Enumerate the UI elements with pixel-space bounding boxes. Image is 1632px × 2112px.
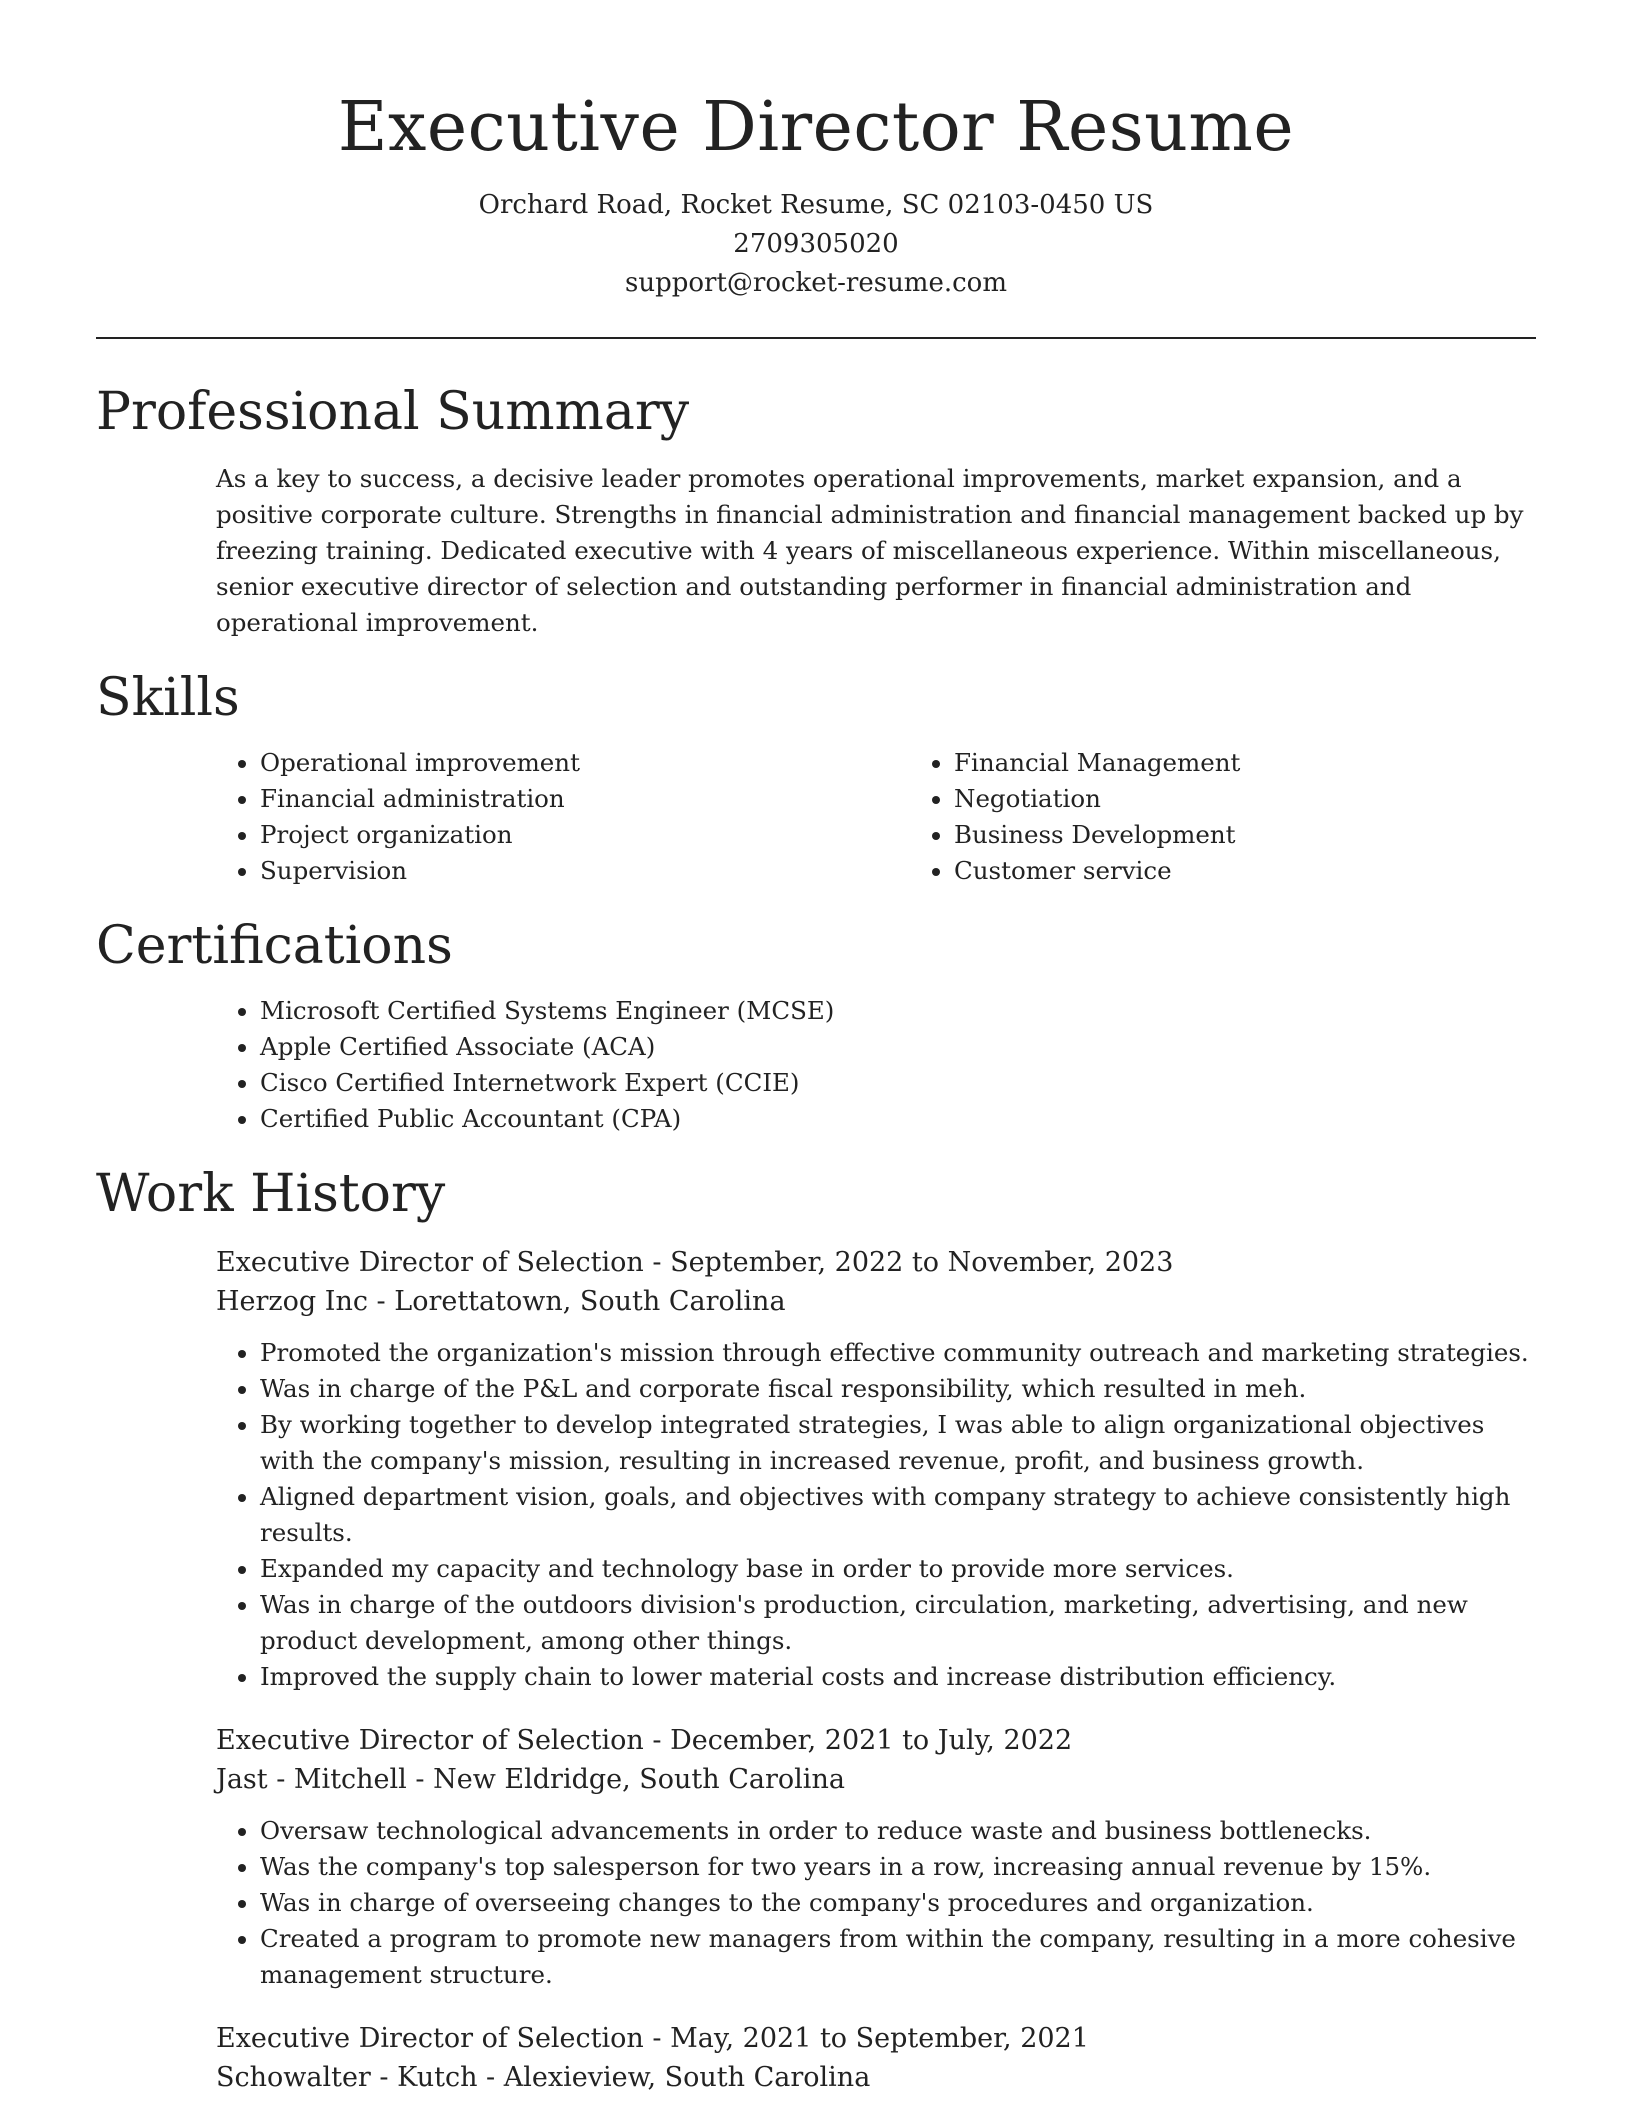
job-bullet: • Created a program to promote new managers from within the company, resulting in a more cohesive management structure. <box>260 1921 1536 1993</box>
skill-item: • Financial Management <box>954 745 1604 781</box>
job-company: Jast - Mitchell <box>216 1764 407 1795</box>
job-bullet: • Was in charge of the outdoors division's production, circulation, marketing, advertising, and new product development, among other things. <box>260 1587 1536 1659</box>
certification-item: • Cisco Certified Internetwork Expert (CCIE) <box>260 1065 1536 1101</box>
job-bullet: • Promoted the organization's mission through effective community outreach and marketing strategies. <box>260 1335 1536 1371</box>
job-dates: September, 2022 to November, 2023 <box>670 1247 1174 1278</box>
separator: - <box>406 1764 434 1795</box>
resume-title: Executive Director Resume <box>337 88 1295 167</box>
job-entry <box>216 1721 1536 1993</box>
separator: - <box>643 1247 671 1278</box>
job-bullet: • Was the company's top salesperson for two years in a row, increasing annual revenue by 15%. <box>260 1849 1536 1885</box>
job-location: Lorettatown, South Carolina <box>394 1286 786 1317</box>
job-company: Schowalter - Kutch <box>216 2062 478 2093</box>
skill-item: • Customer service <box>954 853 1604 889</box>
contact-block <box>96 186 1536 303</box>
job-company-line <box>216 1760 1536 1799</box>
skills-columns <box>216 745 1536 889</box>
job-bullet: • Oversaw technological advancements in order to reduce waste and business bottlenecks. <box>260 1813 1536 1849</box>
skill-item: • Supervision <box>260 853 910 889</box>
summary-text: As a key to success, a decisive leader promotes operational improvements, market expansion, and a positive corporate culture. Strengths in financial administration and financial management backed up by freezing training. Dedicated executive with 4 years of miscellaneous experience. Within miscellaneous, senior executive director of selection and outstanding performer in financial administration and operational improvement. <box>216 464 1524 637</box>
skill-item: • Financial administration <box>260 781 910 817</box>
job-title-line <box>216 1243 1536 1282</box>
skill-item: • Project organization <box>260 817 910 853</box>
job-entry <box>216 2019 1536 2097</box>
job-bullet: • Aligned department vision, goals, and objectives with company strategy to achieve consistently high results. <box>260 1479 1536 1551</box>
skill-item: • Business Development <box>954 817 1604 853</box>
separator: - <box>643 2023 671 2054</box>
job-bullet: • Improved the supply chain to lower material costs and increase distribution efficiency. <box>260 1659 1536 1695</box>
job-bullet: • Was in charge of overseeing changes to the company's procedures and organization. <box>260 1885 1536 1921</box>
job-bullet: • By working together to develop integrated strategies, I was able to align organizational objectives with the company's mission, resulting in increased revenue, profit, and business growth. <box>260 1407 1536 1479</box>
job-company: Herzog Inc <box>216 1286 368 1317</box>
job-bullet: • Expanded my capacity and technology base in order to provide more services. <box>260 1551 1536 1587</box>
certifications-heading: Certifications <box>96 916 453 976</box>
job-title: Executive Director of Selection <box>216 2023 644 2054</box>
job-location: New Eldridge, South Carolina <box>433 1764 845 1795</box>
separator: - <box>643 1725 671 1756</box>
contact-email: support@rocket-resume.com <box>624 268 1007 298</box>
job-title: Executive Director of Selection <box>216 1247 644 1278</box>
separator: - <box>477 2062 504 2093</box>
job-company-line <box>216 2058 1536 2097</box>
job-bullet: • Was in charge of the P&L and corporate fiscal responsibility, which resulted in meh. <box>260 1371 1536 1407</box>
skills-heading: Skills <box>96 668 240 728</box>
job-title-line <box>216 1721 1536 1760</box>
job-dates: May, 2021 to September, 2021 <box>670 2023 1089 2054</box>
job-dates: December, 2021 to July, 2022 <box>670 1725 1073 1756</box>
skills-list-left <box>216 745 910 889</box>
job-location: Alexieview, South Carolina <box>503 2062 871 2093</box>
separator: - <box>367 1286 395 1317</box>
skill-item: • Negotiation <box>954 781 1604 817</box>
job-company-line <box>216 1282 1536 1321</box>
contact-address: Orchard Road, Rocket Resume, SC 02103-0450 US <box>478 190 1154 220</box>
job-entry <box>216 1243 1536 1695</box>
certification-item: • Microsoft Certified Systems Engineer (MCSE) <box>260 993 1536 1029</box>
summary-heading: Professional Summary <box>96 382 690 442</box>
header-divider <box>96 337 1536 339</box>
work-history-heading: Work History <box>96 1164 446 1224</box>
job-bullets <box>216 1813 1536 1993</box>
contact-phone: 2709305020 <box>733 229 899 259</box>
job-title: Executive Director of Selection <box>216 1725 644 1756</box>
skill-item: • Operational improvement <box>260 745 910 781</box>
job-bullets <box>216 1335 1536 1695</box>
certification-item: • Apple Certified Associate (ACA) <box>260 1029 1536 1065</box>
skills-list-right <box>910 745 1604 889</box>
certifications-list <box>216 993 1536 1137</box>
certification-item: • Certified Public Accountant (CPA) <box>260 1101 1536 1137</box>
job-title-line <box>216 2019 1536 2058</box>
